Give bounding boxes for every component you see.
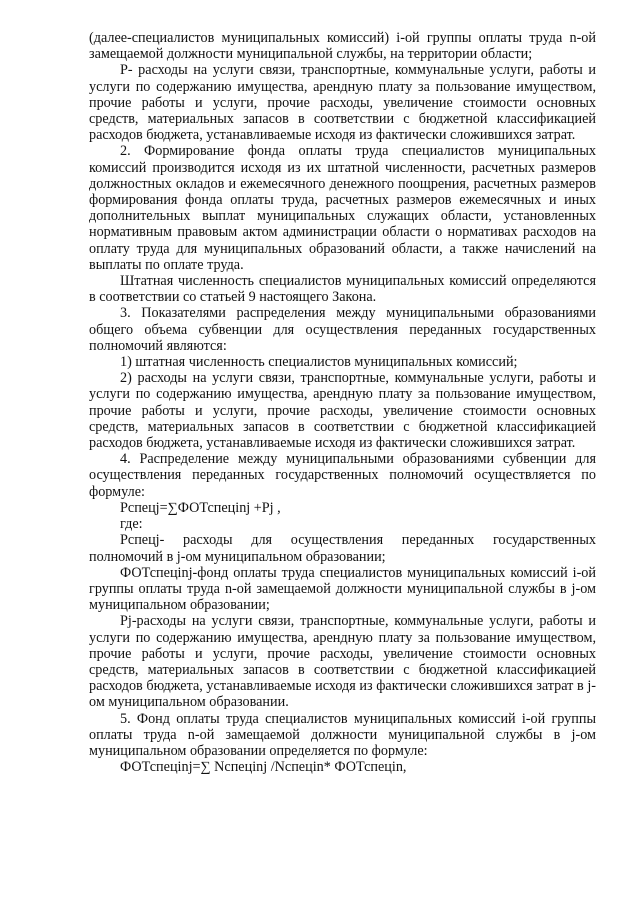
- definition-fotspecinj: ФОТспецinj-фонд оплаты труда специалистов муниципальных комиссий i-ой группы оплаты труда n-ой замещаемой должности муниципальной службы в j-ом муниципальном образовании;: [89, 564, 596, 614]
- paragraph-staff-count: Штатная численность специалистов муниципальных комиссий определяются в соответствии со статьей 9 настоящего Закона.: [89, 273, 596, 306]
- formula-1: Рспецj=∑ФОТспецinj +Рj ,: [120, 499, 281, 516]
- paragraph-item-2: 2. Формирование фонда оплаты труда специалистов муниципальных комиссий производится исходя из их штатной численности, расчетных размеров должностных окладов и ежемесячного денежного поощрения, расчетных размеров формирования фонда оплаты труда, расчетных размеров ежемесячных и иных дополнительных выплат муниципальных служащих области, установленных нормативным правовым актом администрации области о нормативах расходов на оплату труда для муниципальных образований области, а также начислений на выплаты по оплате труда.: [89, 143, 596, 273]
- definition-rj: Рj-расходы на услуги связи, транспортные, коммунальные услуги, работы и услуги по содержанию имущества, арендную плату за пользование имуществом, прочие работы и услуги, прочие расходы, увеличение стоимости основных средств, материальных запасов в соответствии с бюджетной классификацией расходов бюджета, устанавливаемые исходя из фактически сложившихся затрат в j-ом муниципальном образовании.: [89, 613, 596, 711]
- paragraph-p-definition: Р- расходы на услуги связи, транспортные, коммунальные услуги, работы и услуги по содержанию имущества, арендную плату за пользование имуществом, прочие работы и услуги, прочие расходы, увеличение стоимости основных средств, материальных запасов в соответствии с бюджетной классификацией расходов бюджета, устанавливаемые исходя из фактически сложившихся затрат.: [89, 62, 596, 144]
- paragraph-subitem-2: 2) расходы на услуги связи, транспортные, коммунальные услуги, работы и услуги по содержанию имущества, арендную плату за пользование имуществом, прочие работы и услуги, прочие расходы, увеличение стоимости основных средств, материальных запасов в соответствии с бюджетной классификацией расходов бюджета, устанавливаемые исходя из фактически сложившихся затрат.: [89, 370, 596, 452]
- formula-2: ФОТспецinj=∑ Nспецinj /Nспецin* ФОТспецin,: [120, 759, 407, 776]
- document-page: [89, 30, 596, 775]
- paragraph-item-4: 4. Распределение между муниципальными образованиями субвенции для осуществления переданных государственных полномочий осуществляется по формуле:: [89, 451, 596, 500]
- paragraph-continuation: (далее-специалистов муниципальных комиссий) i-ой группы оплаты труда n-ой замещаемой должности муниципальной службы, на территории области;: [89, 30, 596, 63]
- paragraph-item-3: 3. Показателями распределения между муниципальными образованиями общего объема субвенции для осуществления переданных государственных полномочий являются:: [89, 305, 596, 354]
- paragraph-item-5: 5. Фонд оплаты труда специалистов муниципальных комиссий i-ой группы оплаты труда n-ой замещаемой должности муниципальной службы в j-ом муниципальном образовании определяется по формуле:: [89, 710, 596, 759]
- paragraph-subitem-1: 1) штатная численность специалистов муниципальных комиссий;: [120, 354, 518, 371]
- formula-where: где:: [120, 516, 143, 533]
- definition-rspecj: Рспецj- расходы для осуществления переданных государственных полномочий в j-ом муниципальном образовании;: [89, 532, 596, 565]
